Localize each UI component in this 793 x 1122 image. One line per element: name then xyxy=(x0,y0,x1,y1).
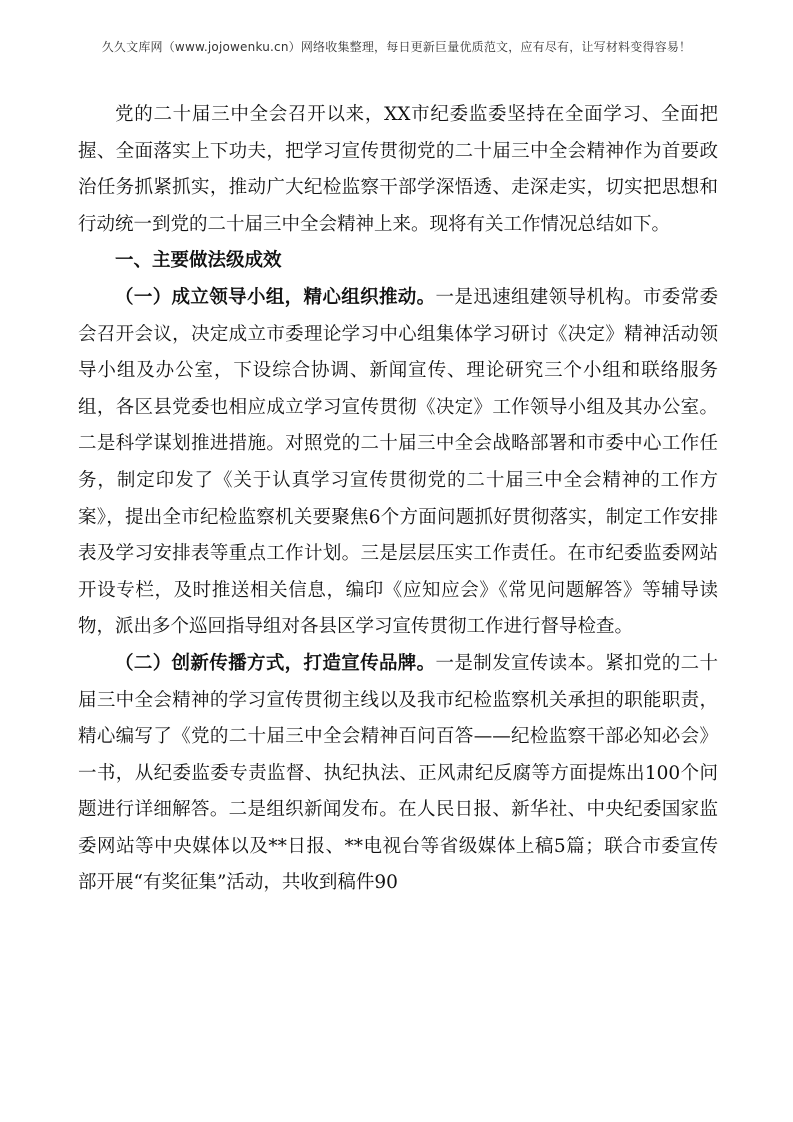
item-2-lead: （二）创新传播方式，打造宣传品牌。 xyxy=(115,652,436,674)
intro-paragraph: 党的二十届三中全会召开以来，XX市纪委监委坚持在全面学习、全面把握、全面落实上下功夫，把学习宣传贯彻党的二十届三中全会精神作为首要政治任务抓紧抓实，推动广大纪检监察干部学深悟透、走深走实，切实把思想和行动统一到党的二十届三中全会精神上来。现将有关工作情况总结如下。 xyxy=(78,104,718,235)
item-1-lead: （一）成立领导小组，精心组织推动。 xyxy=(115,286,436,308)
document-body xyxy=(78,97,718,902)
section-heading: 一、主要做法级成效 xyxy=(115,250,282,272)
page-header-watermark: 久久文库网（www.jojowenku.cn）网络收集整理，每日更新巨量优质范文，应有尽有，让写材料变得容易！ xyxy=(101,40,692,54)
item-1-body: 一是迅速组建领导机构。市委常委会召开会议，决定成立市委理论学习中心组集体学习研讨《决定》精神活动领导小组及办公室，下设综合协调、新闻宣传、理论研究三个小组和联络服务组，各区县党委也相应成立学习宣传贯彻《决定》工作领导小组及其办公室。二是科学谋划推进措施。对照党的二十届三中全会战略部署和市委中心工作任务，制定印发了《关于认真学习宣传贯彻党的二十届三中全会精神的工作方案》，提出全市纪检监察机关要聚焦6个方面问题抓好贯彻落实，制定工作安排表及学习安排表等重点工作计划。三是层层压实工作责任。在市纪委监委网站开设专栏，及时推送相关信息，编印《应知应会》《常见问题解答》等辅导读物，派出多个巡回指导组对各县区学习宣传贯彻工作进行督导检查。 xyxy=(78,286,718,638)
item-2-paragraph xyxy=(78,646,718,902)
item-1-paragraph xyxy=(78,280,718,646)
item-2-body: 一是制发宣传读本。紧扣党的二十届三中全会精神的学习宣传贯彻主线以及我市纪检监察机关承担的职能职责，精心编写了《党的二十届三中全会精神百问百答——纪检监察干部必知必会》一书，从纪委监委专责监督、执纪执法、正风肃纪反腐等方面提炼出100个问题进行详细解答。二是组织新闻发布。在人民日报、新华社、中央纪委国家监委网站等中央媒体以及**日报、**电视台等省级媒体上稿5篇；联合市委宣传部开展“有奖征集”活动，共收到稿件90 xyxy=(78,652,718,894)
